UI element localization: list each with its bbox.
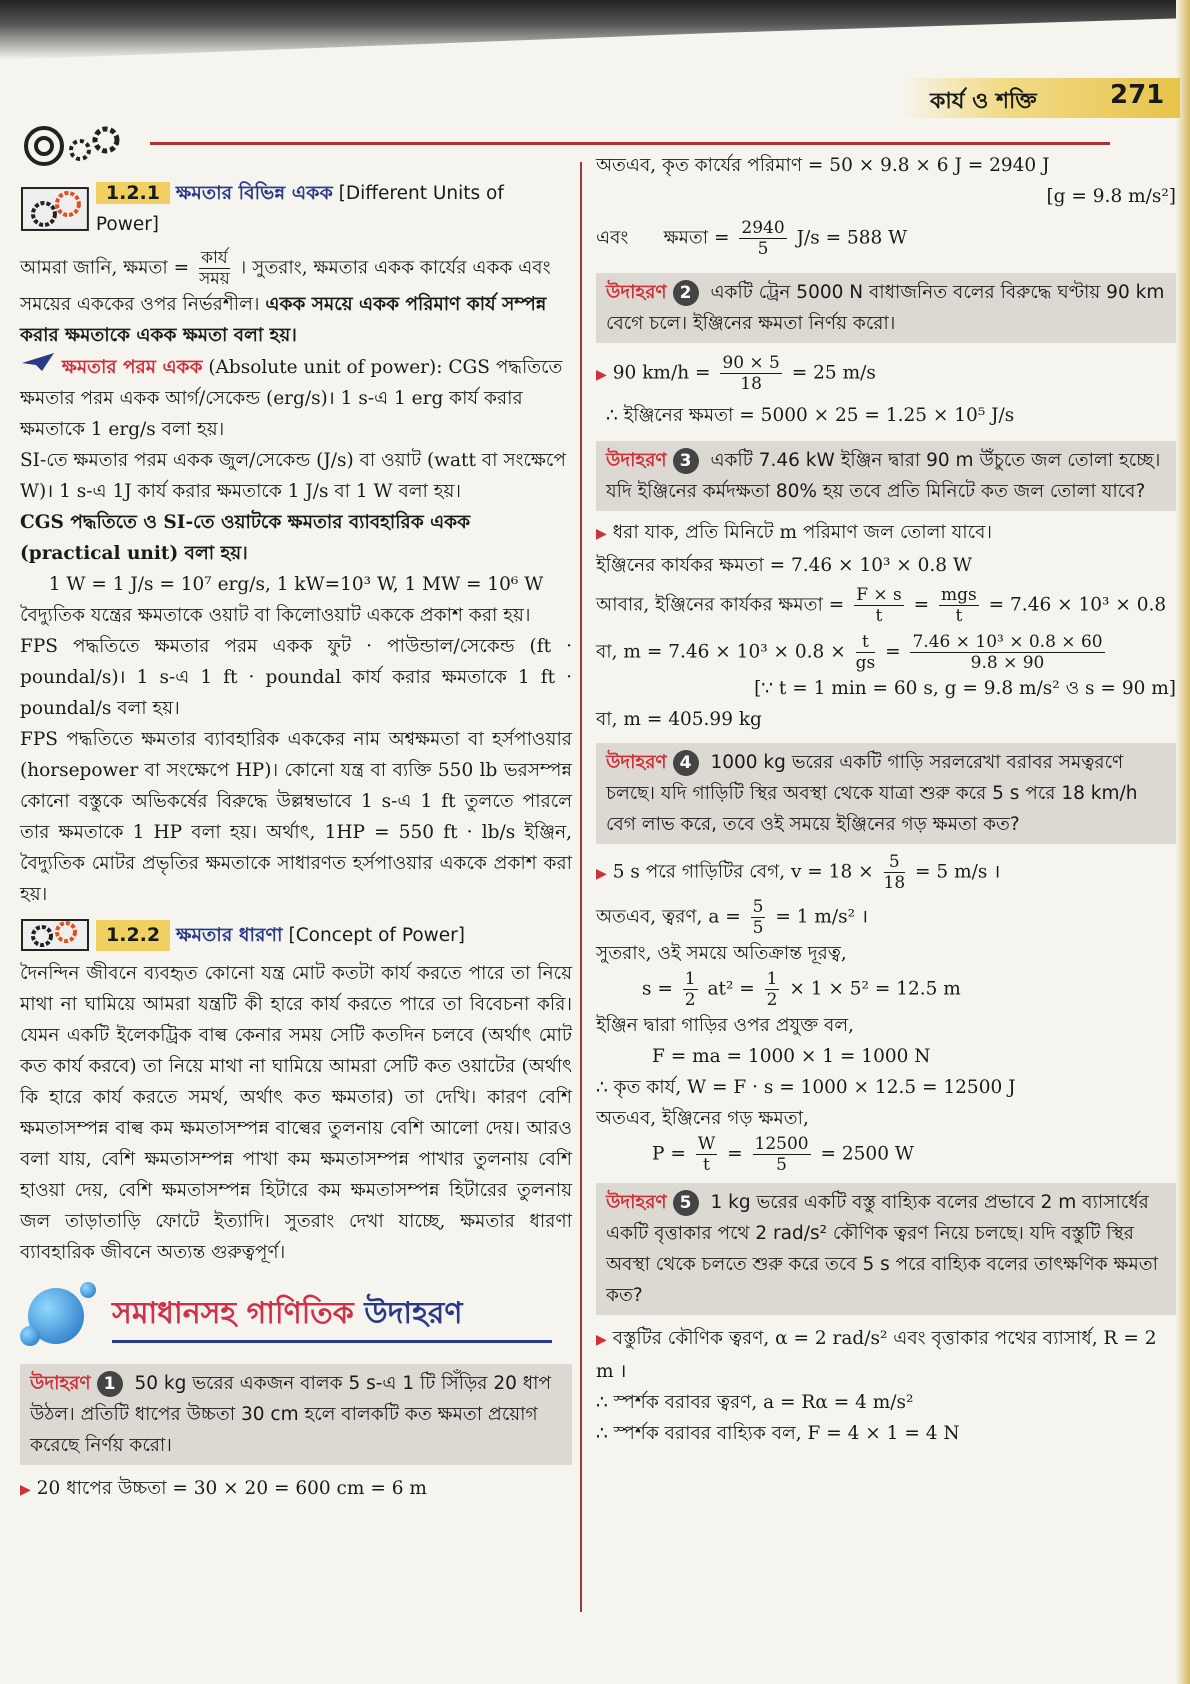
work-over-time-fraction: $\frac{\text{কার্য}}{\text{সময়}}$	[199, 248, 230, 289]
example-4-step-9: P = $\frac{W}{t}$ = $\frac{12500}{5}$ = 2500 W	[652, 1134, 914, 1175]
example-5-step-2: ∴ স্পর্শক বরাবর ত্বরণ, a = Rα = 4 m/s²	[596, 1392, 914, 1413]
triangle-bullet-icon: ▶	[596, 1332, 607, 1348]
example-3-step-3: আবার, ইঞ্জিনের কার্যকর ক্ষমতা = $\frac{F \times s}{t}$ = $\frac{\text{mgs}}{t}$ = 7.46 × 10³ × 0.8	[596, 585, 1167, 626]
horsepower-paragraph: FPS পদ্ধতিতে ক্ষমতার ব্যাবহারিক এককের নাম অশ্বক্ষমতা বা হর্সপাওয়ার (horsepower বা সংক্ষেপে HP)। কোনো যন্ত্র বা ব্যক্তি 550 lb ভরসম্পন্ন কোনো বস্তুকে অভিকর্ষের বিরুদ্ধে উল্লম্বভাবে 1 s-এ 1 ft তুলতে পারলে তার ক্ষমতাকে 1 HP বলা হয়। অর্থাৎ, 1HP = 550 ft · lb/s ইঞ্জিন, বৈদ্যুতিক মোটর প্রভৃতির ক্ষমতাকে সাধারণত হর্সপাওয়ার এককে প্রকাশ করা হয়।	[20, 729, 572, 905]
example-5-step-3: ∴ স্পর্শক বরাবর বাহ্যিক বল, F = 4 × 1 = 4 N	[596, 1423, 960, 1444]
examples-banner	[20, 1282, 572, 1352]
banner-text-blue: উদাহরণ	[364, 1296, 463, 1331]
example-4-step-7: ∴ কৃত কার্য, W = F · s = 1000 × 12.5 = 12500 J	[596, 1077, 1016, 1098]
section-number: 1.2.2	[96, 920, 170, 951]
banner-text: সমাধানসহ গাণিতিক	[112, 1296, 354, 1331]
fps-paragraph: FPS পদ্ধতিতে ক্ষমতার পরম একক ফুট · পাউন্ডাল/সেকেন্ড (ft · poundal/s)। 1 s-এ 1 ft · poundal কার্য করার ক্ষমতাকে 1 ft · poundal/s বলা হয়।	[20, 636, 572, 719]
concept-paragraph: দৈনন্দিন জীবনে ব্যবহৃত কোনো যন্ত্র মোট কতটা কার্য করতে পারে তা নিয়ে মাথা না ঘামিয়ে আমরা যন্ত্রটি কী হারে কার্য করতে পারে তা বিবেচনা করি। যেমন একটি ইলেকট্রিক বাল্ব কেনার সময় সেটি কতদিন চলবে (অর্থাৎ মোট কত কার্য করবে) তা নিয়ে মাথা না ঘামিয়ে আমরা সেটি কত ওয়াটের (অর্থাৎ কি হারে কার্য করতে সমর্থ, অর্থাৎ কত ক্ষমতার) তা দেখি। কারণ বেশি ক্ষমতাসম্পন্ন বাল্ব কম ক্ষমতাসম্পন্ন বাল্বের তুলনায় বেশি আলো দেয়। আরও বলা যায়, বেশি ক্ষমতাসম্পন্ন পাখা কম ক্ষমতাসম্পন্ন পাখার তুলনায় বেশি হাওয়া দেয়, বেশি ক্ষমতাসম্পন্ন হিটারে কম ক্ষমতাসম্পন্ন হিটারের তুলনায় জল তাড়াতাড়ি ফোটে ইত্যাদি। সুতরাং দেখা যাচ্ছে, ক্ষমতার ধারণা ব্যাবহারিক জীবনে অত্যন্ত গুরুত্বপূর্ণ।	[20, 963, 572, 1263]
example-3-answer: বা, m = 405.99 kg	[596, 709, 762, 730]
paper-plane-icon	[20, 351, 56, 373]
header-rule	[150, 142, 1110, 145]
example-3-step-4: বা, m = 7.46 × 10³ × 0.8 × $\frac{t}{gs}$ = $\frac{\text{7.46 × 10³ × 0.8 × 60}}{9.8 \times 90}$	[596, 632, 1103, 673]
section-title: ক্ষমতার বিভিন্ন একক	[175, 182, 333, 204]
example-3-step-2: ইঞ্জিনের কার্যকর ক্ষমতা = 7.46 × 10³ × 0.8 W	[596, 555, 972, 576]
gear-section-icon	[20, 186, 90, 232]
example-4-step-5: ইঞ্জিন দ্বারা গাড়ির ওপর প্রযুক্ত বল,	[596, 1015, 854, 1036]
power-definition: আমরা জানি, ক্ষমতা = $\frac{\text{কার্য}}{\text{সময়}}$ । সুতরাং, ক্ষমতার একক কার্যের একক এবং সময়ের এককের ওপর নির্ভরশীল। একক সময়ে একক পরিমাণ কার্য সম্পন্ন করার ক্ষমতাকে একক ক্ষমতা বলা হয়।	[20, 248, 551, 346]
electrical-paragraph: বৈদ্যুতিক যন্ত্রের ক্ষমতাকে ওয়াট বা কিলোওয়াট এককে প্রকাশ করা হয়।	[20, 605, 531, 626]
top-shadow	[0, 0, 1190, 60]
triangle-bullet-icon: ▶	[596, 526, 607, 542]
example-1: উদাহরণ 1 50 kg ভরের একজন বালক 5 s-এ 1 টি সিঁড়ির 20 ধাপ উঠল। প্রতিটি ধাপের উচ্চতা 30 cm হলে বালকটি কত ক্ষমতা প্রয়োগ করেছে নির্ণয় করো।	[20, 1364, 572, 1465]
work-done-line: অতএব, কৃত কার্যের পরিমাণ = 50 × 9.8 × 6 J = 2940 J	[596, 155, 1050, 176]
example-4-step-4: s = $\frac{1}{2}$ at² = $\frac{1}{2}$ × 1 × 5² = 12.5 m	[642, 969, 961, 1010]
example-4: উদাহরণ 4 1000 kg ভরের একটি গাড়ি সরলরেখা বরাবর সমত্বরণে চলছে। যদি গাড়িটি স্থির অবস্থা থেকে যাত্রা শুরু করে 5 s পরে 18 km/h বেগ লাভ করে, তবে ওই সময়ে ইঞ্জিনের গড় ক্ষমতা কত?	[596, 743, 1176, 844]
triangle-bullet-icon: ▶	[596, 865, 607, 882]
si-unit-paragraph: SI-তে ক্ষমতার পরম একক জুল/সেকেন্ড (J/s) বা ওয়াট (watt বা সংক্ষেপে W)। 1 s-এ 1J কার্য করার ক্ষমতাকে 1 J/s বা 1 W বলা হয়।	[20, 450, 566, 502]
section-number: 1.2.1	[96, 182, 170, 204]
gear-section-icon	[20, 918, 90, 952]
example-4-step-1: ▶ 5 s পরে গাড়িটির বেগ, v = 18 × $\frac{5}{18}$ = 5 m/s ।	[596, 852, 1001, 893]
gears-icon	[22, 122, 162, 170]
example-4-step-6: F = ma = 1000 × 1 = 1000 N	[652, 1046, 931, 1067]
section-1-2-1-heading	[20, 178, 572, 240]
page-number: 271	[1110, 80, 1165, 110]
example-3-note: [∵ t = 1 min = 60 s, g = 9.8 m/s² ও s = 90 m]	[754, 678, 1176, 699]
example-3: উদাহরণ 3 একটি 7.46 kW ইঞ্জিন দ্বারা 90 m উঁচুতে জল তোলা হচ্ছে। যদি ইঞ্জিনের কর্মদক্ষতা 80% হয় তবে প্রতি মিনিটে কত জল তোলা যাবে?	[596, 441, 1176, 511]
triangle-bullet-icon: ▶	[20, 1482, 31, 1498]
example-5: উদাহরণ 5 1 kg ভরের একটি বস্তু বাহ্যিক বলের প্রভাবে 2 m ব্যাসার্ধের একটি বৃত্তাকার পথে 2 rad/s² কৌণিক ত্বরণ নিয়ে চলছে। যদি বস্তুটি স্থির অবস্থা থেকে চলতে শুরু করে তবে 5 s পরে বাহ্যিক বলের তাৎক্ষণিক ক্ষমতা কত?	[596, 1183, 1176, 1315]
section-title-en: [Concept of Power]	[288, 924, 465, 946]
watt-equation: 1 W = 1 J/s = 10⁷ erg/s, 1 kW=10³ W, 1 MW = 10⁶ W	[48, 574, 544, 595]
example-1-solution: ▶ 20 ধাপের উচ্চতা = 30 × 20 = 600 cm = 6 m	[20, 1478, 427, 1499]
right-column	[596, 150, 1176, 1449]
absolute-unit-paragraph: ক্ষমতার পরম একক (Absolute unit of power): CGS পদ্ধতিতে ক্ষমতার পরম একক আর্গ/সেকেন্ড (erg/s)। 1 s-এ 1 erg কার্য করার ক্ষমতাকে 1 erg/s বলা হয়।	[20, 351, 572, 445]
practical-unit-paragraph: CGS পদ্ধতিতে ও SI-তে ওয়াটকে ক্ষমতার ব্যাবহারিক একক (practical unit) বলা হয়।	[20, 512, 471, 564]
g-value-note: [g = 9.8 m/s²]	[1046, 186, 1176, 207]
example-2: উদাহরণ 2 একটি ট্রেন 5000 N বাধাজনিত বলের বিরুদ্ধে ঘণ্টায় 90 km বেগে চলে। ইঞ্জিনের ক্ষমতা নির্ণয় করো।	[596, 273, 1176, 343]
section-title-en: [Different Units of Power]	[95, 183, 504, 235]
example-3-step-1: ▶ ধরা যাক, প্রতি মিনিটে m পরিমাণ জল তোলা যাবে।	[596, 522, 992, 543]
column-divider	[580, 162, 582, 1612]
triangle-bullet-icon: ▶	[596, 366, 607, 383]
section-1-2-2-heading	[20, 918, 572, 952]
example-2-step-1: ▶ 90 km/h = $\frac{90 \times 5}{18}$ = 25 m/s	[596, 353, 876, 394]
example-4-step-3: সুতরাং, ওই সময়ে অতিক্রান্ত দূরত্ব,	[596, 943, 847, 964]
example-5-step-1: ▶ বস্তুটির কৌণিক ত্বরণ, α = 2 rad/s² এবং বৃত্তাকার পথের ব্যাসার্ধ, R = 2 m ।	[596, 1328, 1157, 1382]
chapter-title: কার্য ও শক্তি	[930, 88, 1037, 114]
example-2-step-2: ∴ ইঞ্জিনের ক্ষমতা = 5000 × 25 = 1.25 × 10⁵ J/s	[606, 405, 1015, 426]
left-column	[20, 178, 572, 1506]
example-4-step-2: অতএব, ত্বরণ, a = $\frac{5}{5}$ = 1 m/s² ।	[596, 897, 868, 938]
example-4-step-8: অতএব, ইঞ্জিনের গড় ক্ষমতা,	[596, 1108, 809, 1129]
section-title: ক্ষমতার ধারণা	[176, 923, 283, 946]
page-edge	[1176, 0, 1190, 1684]
power-line: এবং ক্ষমতা = $\frac{2940}{5}$ J/s = 588 W	[596, 218, 908, 259]
